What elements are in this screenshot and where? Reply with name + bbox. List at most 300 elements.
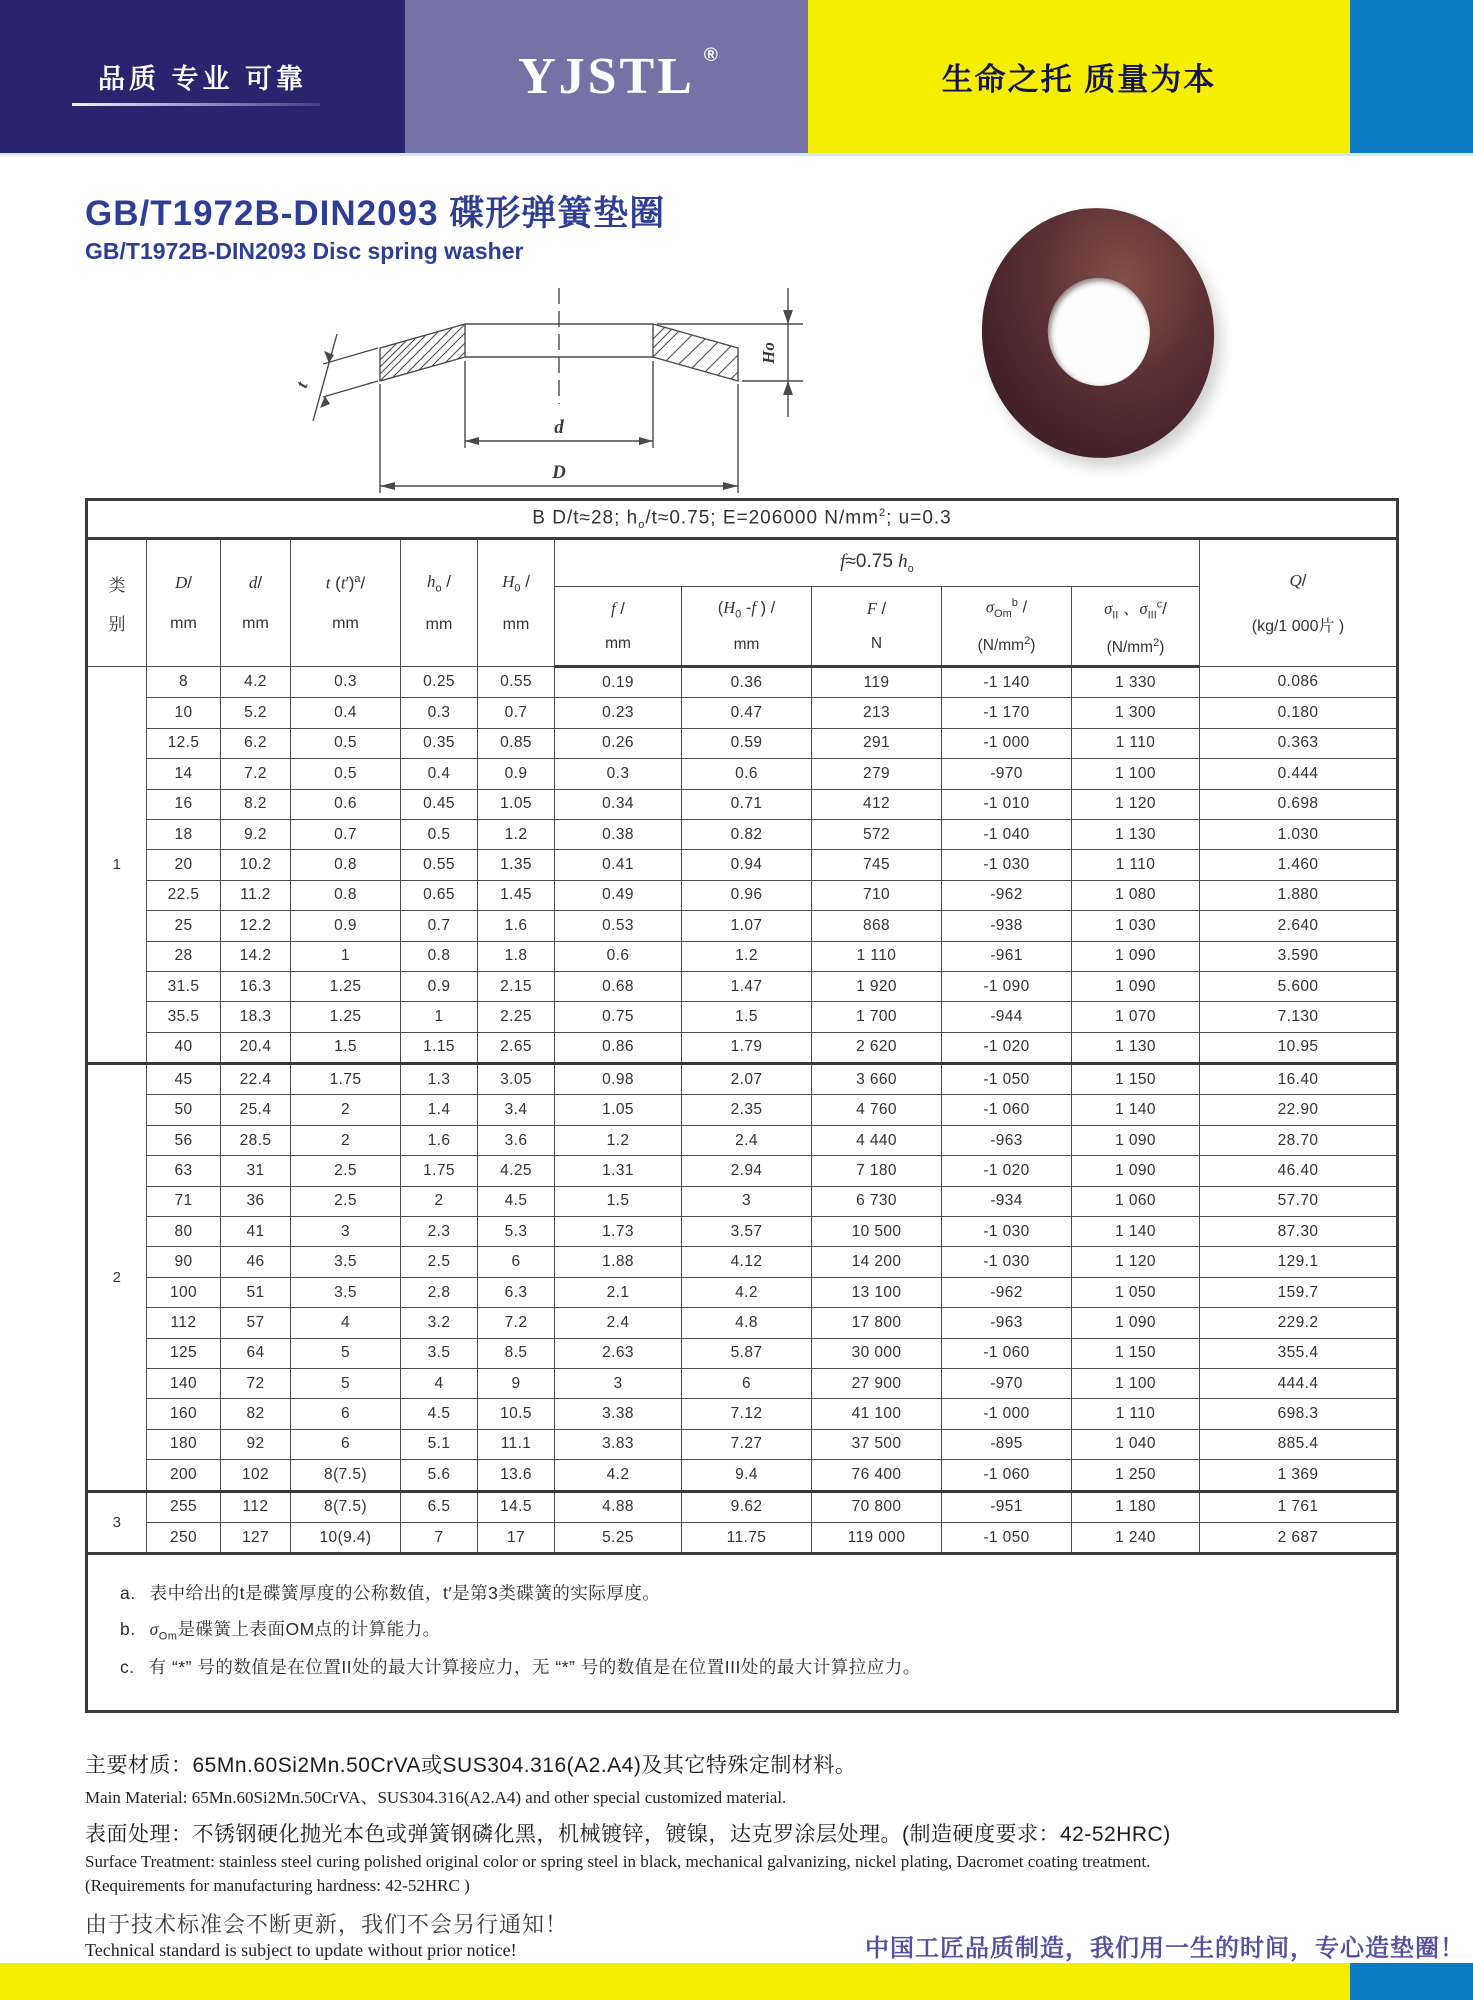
data-cell: 10.95 xyxy=(1200,1032,1398,1063)
category-cell: 2 xyxy=(87,1064,147,1491)
tagline-underline xyxy=(72,103,320,106)
data-cell: 0.3 xyxy=(401,698,478,728)
data-cell: 129.1 xyxy=(1200,1247,1398,1277)
data-cell: 1.2 xyxy=(682,941,812,971)
data-cell: 70 800 xyxy=(812,1491,942,1522)
data-cell: -1 030 xyxy=(942,850,1072,880)
table-footnote: b. $\sigma_{Om}$是碟簧上表面OM点的计算能力。 xyxy=(120,1619,441,1643)
data-cell: 57.70 xyxy=(1200,1186,1398,1216)
data-cell: 82 xyxy=(221,1399,291,1429)
data-cell: 2.640 xyxy=(1200,911,1398,941)
data-cell: 0.75 xyxy=(555,1002,682,1032)
data-cell: 50 xyxy=(147,1095,221,1125)
data-cell: 3.83 xyxy=(555,1429,682,1459)
data-cell: 1 050 xyxy=(1072,1277,1200,1307)
data-cell: -1 060 xyxy=(942,1460,1072,1491)
data-cell: 2.94 xyxy=(682,1156,812,1186)
data-cell: 0.8 xyxy=(291,850,401,880)
data-cell: 56 xyxy=(147,1125,221,1155)
data-cell: 127 xyxy=(221,1522,291,1553)
data-cell: 1.47 xyxy=(682,971,812,1001)
data-cell: 1 330 xyxy=(1072,667,1200,698)
data-cell: 112 xyxy=(221,1491,291,1522)
data-cell: 4.25 xyxy=(478,1156,555,1186)
data-cell: -1 050 xyxy=(942,1522,1072,1553)
data-cell: 0.5 xyxy=(291,759,401,789)
data-cell: 17 xyxy=(478,1522,555,1553)
data-cell: 572 xyxy=(812,819,942,849)
data-cell: 6 xyxy=(682,1368,812,1398)
data-cell: 1.5 xyxy=(291,1032,401,1063)
data-cell: 0.36 xyxy=(682,667,812,698)
data-cell: 5 xyxy=(291,1368,401,1398)
data-cell: 119 000 xyxy=(812,1522,942,1553)
data-cell: 4.2 xyxy=(682,1277,812,1307)
data-cell: 0.3 xyxy=(291,667,401,698)
data-cell: 1 070 xyxy=(1072,1002,1200,1032)
table-footnote: c. 有 “*” 号的数值是在位置II处的最大计算接应力，无 “*” 号的数值是在位置III处的最大计算拉应力。 xyxy=(120,1656,921,1677)
data-cell: 5 xyxy=(291,1338,401,1368)
data-cell: 9.2 xyxy=(221,819,291,849)
data-cell: 36 xyxy=(221,1186,291,1216)
data-cell: 14.2 xyxy=(221,941,291,971)
data-cell: 412 xyxy=(812,789,942,819)
data-cell: -1 040 xyxy=(942,819,1072,849)
data-cell: 1 060 xyxy=(1072,1186,1200,1216)
data-cell: -1 030 xyxy=(942,1247,1072,1277)
data-cell: 180 xyxy=(147,1429,221,1459)
header-cell: $h_o$ / mm xyxy=(401,539,478,667)
data-cell: 0.98 xyxy=(555,1064,682,1095)
data-cell: 9.4 xyxy=(682,1460,812,1491)
data-cell: 0.55 xyxy=(478,667,555,698)
data-cell: 1.030 xyxy=(1200,819,1398,849)
data-cell: 0.55 xyxy=(401,850,478,880)
registered-mark-icon: ® xyxy=(703,45,721,66)
data-cell: 3.57 xyxy=(682,1217,812,1247)
data-cell: 1 920 xyxy=(812,971,942,1001)
data-cell: 0.8 xyxy=(401,941,478,971)
data-cell: 0.9 xyxy=(291,911,401,941)
header-cell: f / mm xyxy=(555,587,682,667)
data-cell: 160 xyxy=(147,1399,221,1429)
data-cell: 1.880 xyxy=(1200,880,1398,910)
craftsman-slogan: 中国工匠品质制造，我们用一生的时间，专心造垫圈！ xyxy=(865,1935,1465,1962)
data-cell: 2.5 xyxy=(291,1156,401,1186)
data-cell: 1 150 xyxy=(1072,1338,1200,1368)
data-cell: 4.5 xyxy=(478,1186,555,1216)
data-cell: 4 xyxy=(401,1368,478,1398)
data-cell: 1.6 xyxy=(478,911,555,941)
data-cell: 37 500 xyxy=(812,1429,942,1459)
data-cell: 0.3 xyxy=(555,759,682,789)
data-cell: 0.444 xyxy=(1200,759,1398,789)
data-cell: 1 140 xyxy=(1072,1217,1200,1247)
data-cell: 10 500 xyxy=(812,1217,942,1247)
data-cell: 4.8 xyxy=(682,1308,812,1338)
data-cell: 0.41 xyxy=(555,850,682,880)
data-cell: 3.38 xyxy=(555,1399,682,1429)
data-cell: 0.180 xyxy=(1200,698,1398,728)
data-cell: 3.05 xyxy=(478,1064,555,1095)
data-cell: 1 100 xyxy=(1072,759,1200,789)
data-cell: 0.96 xyxy=(682,880,812,910)
dim-label-H0: Ho xyxy=(759,342,778,364)
data-cell: 1.05 xyxy=(478,789,555,819)
data-cell: 10.2 xyxy=(221,850,291,880)
data-cell: 0.6 xyxy=(291,789,401,819)
data-cell: 0.71 xyxy=(682,789,812,819)
data-cell: 1 140 xyxy=(1072,1095,1200,1125)
brand-band-navy xyxy=(0,0,405,153)
data-cell: 0.45 xyxy=(401,789,478,819)
data-cell: 885.4 xyxy=(1200,1429,1398,1459)
data-cell: 0.35 xyxy=(401,728,478,758)
data-cell: -970 xyxy=(942,759,1072,789)
data-cell: 2.5 xyxy=(291,1186,401,1216)
data-cell: 28 xyxy=(147,941,221,971)
data-cell: 4.2 xyxy=(221,667,291,698)
header-cell: $\sigma_{Om}^b$ / $(N/mm^2)$ xyxy=(942,587,1072,667)
data-cell: 1 080 xyxy=(1072,880,1200,910)
data-cell: 8(7.5) xyxy=(291,1491,401,1522)
data-cell: 10(9.4) xyxy=(291,1522,401,1553)
data-cell: 5.25 xyxy=(555,1522,682,1553)
brand-slogan: 生命之托 质量为本 xyxy=(941,62,1217,97)
data-cell: 2 687 xyxy=(1200,1522,1398,1553)
data-cell: 18.3 xyxy=(221,1002,291,1032)
data-cell: 0.7 xyxy=(291,819,401,849)
data-cell: 71 xyxy=(147,1186,221,1216)
footer-band-blue xyxy=(1350,1963,1473,2000)
main-material-zh: 主要材质：65Mn.60Si2Mn.50CrVA或SUS304.316(A2.A4)及其它特殊定制材料。 xyxy=(85,1754,857,1777)
data-cell: 1 040 xyxy=(1072,1429,1200,1459)
data-cell: 0.5 xyxy=(291,728,401,758)
data-cell: 64 xyxy=(221,1338,291,1368)
data-cell: -1 000 xyxy=(942,1399,1072,1429)
spec-table-head xyxy=(87,500,1398,667)
data-cell: 16.40 xyxy=(1200,1064,1398,1095)
data-cell: 10 xyxy=(147,698,221,728)
data-cell: 0.38 xyxy=(555,819,682,849)
header-cell: 类 别 xyxy=(87,539,147,667)
data-cell: 8.2 xyxy=(221,789,291,819)
data-cell: 2.07 xyxy=(682,1064,812,1095)
data-cell: -1 020 xyxy=(942,1156,1072,1186)
data-cell: 1.25 xyxy=(291,971,401,1001)
spec-table xyxy=(85,498,1399,1713)
data-cell: 1.73 xyxy=(555,1217,682,1247)
brand-tagline: 品质 专业 可靠 xyxy=(97,64,307,94)
data-cell: 20 xyxy=(147,850,221,880)
data-cell: 3.5 xyxy=(401,1338,478,1368)
data-cell: 1.31 xyxy=(555,1156,682,1186)
data-cell: 1.5 xyxy=(555,1186,682,1216)
data-cell: 2 xyxy=(291,1095,401,1125)
data-cell: -962 xyxy=(942,880,1072,910)
data-cell: 1.460 xyxy=(1200,850,1398,880)
data-cell: 0.086 xyxy=(1200,667,1398,698)
data-cell: 40 xyxy=(147,1032,221,1063)
data-cell: 22.5 xyxy=(147,880,221,910)
data-cell: -961 xyxy=(942,941,1072,971)
header-cell: t $(t')^a/$ mm xyxy=(291,539,401,667)
data-cell: 1.35 xyxy=(478,850,555,880)
data-cell: 5.2 xyxy=(221,698,291,728)
data-cell: -963 xyxy=(942,1308,1072,1338)
data-cell: 17 800 xyxy=(812,1308,942,1338)
data-cell: 4 440 xyxy=(812,1125,942,1155)
data-cell: 1 090 xyxy=(1072,1308,1200,1338)
data-cell: 10.5 xyxy=(478,1399,555,1429)
data-cell: 0.85 xyxy=(478,728,555,758)
header-cell: $\sigma_{II}$ 、$\sigma_{III}^c/$ $(N/mm^2)$ xyxy=(1072,587,1200,667)
header-cell: f≈0.75 $h_o$ xyxy=(555,539,1200,587)
data-cell: 1.75 xyxy=(291,1064,401,1095)
disc-spring-washer-photo xyxy=(970,197,1227,470)
data-cell: 0.4 xyxy=(291,698,401,728)
data-cell: 22.90 xyxy=(1200,1095,1398,1125)
data-cell: -1 090 xyxy=(942,971,1072,1001)
data-cell: 868 xyxy=(812,911,942,941)
data-cell: 1.4 xyxy=(401,1095,478,1125)
data-cell: 140 xyxy=(147,1368,221,1398)
data-cell: 2.3 xyxy=(401,1217,478,1247)
data-cell: 255 xyxy=(147,1491,221,1522)
data-cell: 6 xyxy=(291,1429,401,1459)
data-cell: 11.2 xyxy=(221,880,291,910)
dim-label-t: t xyxy=(291,379,312,391)
data-cell: 11.75 xyxy=(682,1522,812,1553)
data-cell: 9 xyxy=(478,1368,555,1398)
data-cell: 5.6 xyxy=(401,1460,478,1491)
data-cell: 0.26 xyxy=(555,728,682,758)
data-cell: 0.6 xyxy=(555,941,682,971)
data-cell: 5.600 xyxy=(1200,971,1398,1001)
data-cell: 112 xyxy=(147,1308,221,1338)
data-cell: 3.590 xyxy=(1200,941,1398,971)
data-cell: 80 xyxy=(147,1217,221,1247)
data-cell: 0.94 xyxy=(682,850,812,880)
data-cell: 0.59 xyxy=(682,728,812,758)
data-cell: 7 180 xyxy=(812,1156,942,1186)
data-cell: 2.1 xyxy=(555,1277,682,1307)
data-cell: 28.5 xyxy=(221,1125,291,1155)
logo-text: YJSTL xyxy=(518,48,695,105)
data-cell: 6.3 xyxy=(478,1277,555,1307)
data-cell: 1 090 xyxy=(1072,1156,1200,1186)
data-cell: 1 110 xyxy=(1072,1399,1200,1429)
data-cell: 3.4 xyxy=(478,1095,555,1125)
data-cell: 1 xyxy=(291,941,401,971)
data-cell: 1 150 xyxy=(1072,1064,1200,1095)
data-cell: 0.49 xyxy=(555,880,682,910)
data-cell: 0.47 xyxy=(682,698,812,728)
brand-band-slogan xyxy=(808,0,1350,153)
data-cell: 0.68 xyxy=(555,971,682,1001)
dim-label-d: d xyxy=(554,417,564,438)
header-cell: D/ mm xyxy=(147,539,221,667)
data-cell: 1 180 xyxy=(1072,1491,1200,1522)
header-cell: d/ mm xyxy=(221,539,291,667)
data-cell: 13.6 xyxy=(478,1460,555,1491)
data-cell: 1.2 xyxy=(555,1125,682,1155)
data-cell: 92 xyxy=(221,1429,291,1459)
data-cell: 159.7 xyxy=(1200,1277,1398,1307)
data-cell: 4.12 xyxy=(682,1247,812,1277)
data-cell: 87.30 xyxy=(1200,1217,1398,1247)
data-cell: 0.86 xyxy=(555,1032,682,1063)
data-cell: 3 xyxy=(291,1217,401,1247)
data-cell: -1 000 xyxy=(942,728,1072,758)
data-cell: 710 xyxy=(812,880,942,910)
page-title-zh: GB/T1972B-DIN2093 碟形弹簧垫圈 xyxy=(85,194,666,233)
data-cell: 31 xyxy=(221,1156,291,1186)
data-cell: 291 xyxy=(812,728,942,758)
data-cell: 7.12 xyxy=(682,1399,812,1429)
data-cell: 355.4 xyxy=(1200,1338,1398,1368)
data-cell: -1 050 xyxy=(942,1064,1072,1095)
data-cell: -895 xyxy=(942,1429,1072,1459)
data-cell: 0.82 xyxy=(682,819,812,849)
data-cell: 4 xyxy=(291,1308,401,1338)
header-cell: $H_0$ / mm xyxy=(478,539,555,667)
data-cell xyxy=(87,1554,1398,1712)
data-cell: 13 100 xyxy=(812,1277,942,1307)
data-cell: 0.19 xyxy=(555,667,682,698)
data-cell: 12.5 xyxy=(147,728,221,758)
data-cell: 4.2 xyxy=(555,1460,682,1491)
data-cell: 9.62 xyxy=(682,1491,812,1522)
data-cell: 2.25 xyxy=(478,1002,555,1032)
cross-section-drawing xyxy=(225,286,825,514)
data-cell: 0.4 xyxy=(401,759,478,789)
data-cell: 1 110 xyxy=(1072,728,1200,758)
data-cell: 4.5 xyxy=(401,1399,478,1429)
data-cell: 1 761 xyxy=(1200,1491,1398,1522)
data-cell: 1 120 xyxy=(1072,1247,1200,1277)
header-cell: F / N xyxy=(812,587,942,667)
data-cell: 2.4 xyxy=(682,1125,812,1155)
data-cell: 25.4 xyxy=(221,1095,291,1125)
data-cell: -951 xyxy=(942,1491,1072,1522)
data-cell: 2.5 xyxy=(401,1247,478,1277)
data-cell: 2.65 xyxy=(478,1032,555,1063)
header-cell: Q/ (kg/1 000片 ) xyxy=(1200,539,1398,667)
data-cell: -1 020 xyxy=(942,1032,1072,1063)
surface-treatment-en2: (Requirements for manufacturing hardness: 42-52HRC ) xyxy=(85,1876,470,1895)
data-cell: 7.2 xyxy=(221,759,291,789)
data-cell: -963 xyxy=(942,1125,1072,1155)
data-cell: 0.9 xyxy=(401,971,478,1001)
data-cell: 2.15 xyxy=(478,971,555,1001)
data-cell: 7.27 xyxy=(682,1429,812,1459)
data-cell: 1.8 xyxy=(478,941,555,971)
data-cell: 0.34 xyxy=(555,789,682,819)
data-cell: 3 xyxy=(682,1186,812,1216)
data-cell: 444.4 xyxy=(1200,1368,1398,1398)
data-cell: 31.5 xyxy=(147,971,221,1001)
data-cell: 1.79 xyxy=(682,1032,812,1063)
data-cell: 1 090 xyxy=(1072,941,1200,971)
data-cell: -1 030 xyxy=(942,1217,1072,1247)
data-cell: 14 200 xyxy=(812,1247,942,1277)
data-cell: 1 250 xyxy=(1072,1460,1200,1491)
data-cell: 0.23 xyxy=(555,698,682,728)
data-cell: 72 xyxy=(221,1368,291,1398)
data-cell: 8 xyxy=(147,667,221,698)
data-cell: 6 730 xyxy=(812,1186,942,1216)
data-cell: 1.45 xyxy=(478,880,555,910)
update-note-en: Technical standard is subject to update without prior notice! xyxy=(85,1940,517,1960)
data-cell: -962 xyxy=(942,1277,1072,1307)
data-cell: 8(7.5) xyxy=(291,1460,401,1491)
data-cell: 11.1 xyxy=(478,1429,555,1459)
data-cell: 3.5 xyxy=(291,1247,401,1277)
update-note-zh: 由于技术标准会不断更新，我们不会另行通知！ xyxy=(85,1912,569,1937)
data-cell: -1 140 xyxy=(942,667,1072,698)
data-cell: -1 010 xyxy=(942,789,1072,819)
data-cell: 2.35 xyxy=(682,1095,812,1125)
data-cell: 1.88 xyxy=(555,1247,682,1277)
data-cell: 25 xyxy=(147,911,221,941)
data-cell: 3.6 xyxy=(478,1125,555,1155)
data-cell: 1.75 xyxy=(401,1156,478,1186)
data-cell: 90 xyxy=(147,1247,221,1277)
data-cell: 1 700 xyxy=(812,1002,942,1032)
data-cell: 0.7 xyxy=(478,698,555,728)
data-cell: 35.5 xyxy=(147,1002,221,1032)
data-cell: 0.698 xyxy=(1200,789,1398,819)
data-cell: 2.8 xyxy=(401,1277,478,1307)
data-cell: 3 660 xyxy=(812,1064,942,1095)
data-cell: 1 110 xyxy=(812,941,942,971)
data-cell: 250 xyxy=(147,1522,221,1553)
category-cell: 3 xyxy=(87,1491,147,1554)
data-cell: 7.130 xyxy=(1200,1002,1398,1032)
data-cell: 229.2 xyxy=(1200,1308,1398,1338)
data-cell: 20.4 xyxy=(221,1032,291,1063)
data-cell: 1.3 xyxy=(401,1064,478,1095)
data-cell: 1 xyxy=(401,1002,478,1032)
data-cell: 0.8 xyxy=(291,880,401,910)
data-cell: 1.05 xyxy=(555,1095,682,1125)
data-cell: 1.15 xyxy=(401,1032,478,1063)
header-cell: ($H_0$ -f ) / mm xyxy=(682,587,812,667)
data-cell: 698.3 xyxy=(1200,1399,1398,1429)
brand-band-logo xyxy=(405,0,808,153)
data-cell: 1 240 xyxy=(1072,1522,1200,1553)
data-cell: 18 xyxy=(147,819,221,849)
surface-treatment-en: Surface Treatment: stainless steel curing polished original color or spring steel in black, mechanical galvanizing, nickel plating, Dacromet coating treatment. xyxy=(85,1852,1151,1871)
table-footnote: a. 表中给出的t是碟簧厚度的公称数值，t′是第3类碟簧的实际厚度。 xyxy=(120,1583,661,1604)
data-cell: 1 090 xyxy=(1072,971,1200,1001)
data-cell: 1.6 xyxy=(401,1125,478,1155)
header-cell: B D/t≈28; $h_o/t\approx 0.75$; E=206000 $N/mm^2$; u=0.3 xyxy=(87,500,1398,539)
category-cell: 1 xyxy=(87,667,147,1064)
data-cell: 41 100 xyxy=(812,1399,942,1429)
data-cell: 102 xyxy=(221,1460,291,1491)
data-cell: 63 xyxy=(147,1156,221,1186)
spec-table-body xyxy=(87,667,1398,1554)
data-cell: -1 060 xyxy=(942,1095,1072,1125)
data-cell: 5.3 xyxy=(478,1217,555,1247)
data-cell: 1.07 xyxy=(682,911,812,941)
data-cell: 0.9 xyxy=(478,759,555,789)
data-cell: 0.65 xyxy=(401,880,478,910)
data-cell: 6.2 xyxy=(221,728,291,758)
page-title-en: GB/T1972B-DIN2093 Disc spring washer xyxy=(85,238,524,264)
